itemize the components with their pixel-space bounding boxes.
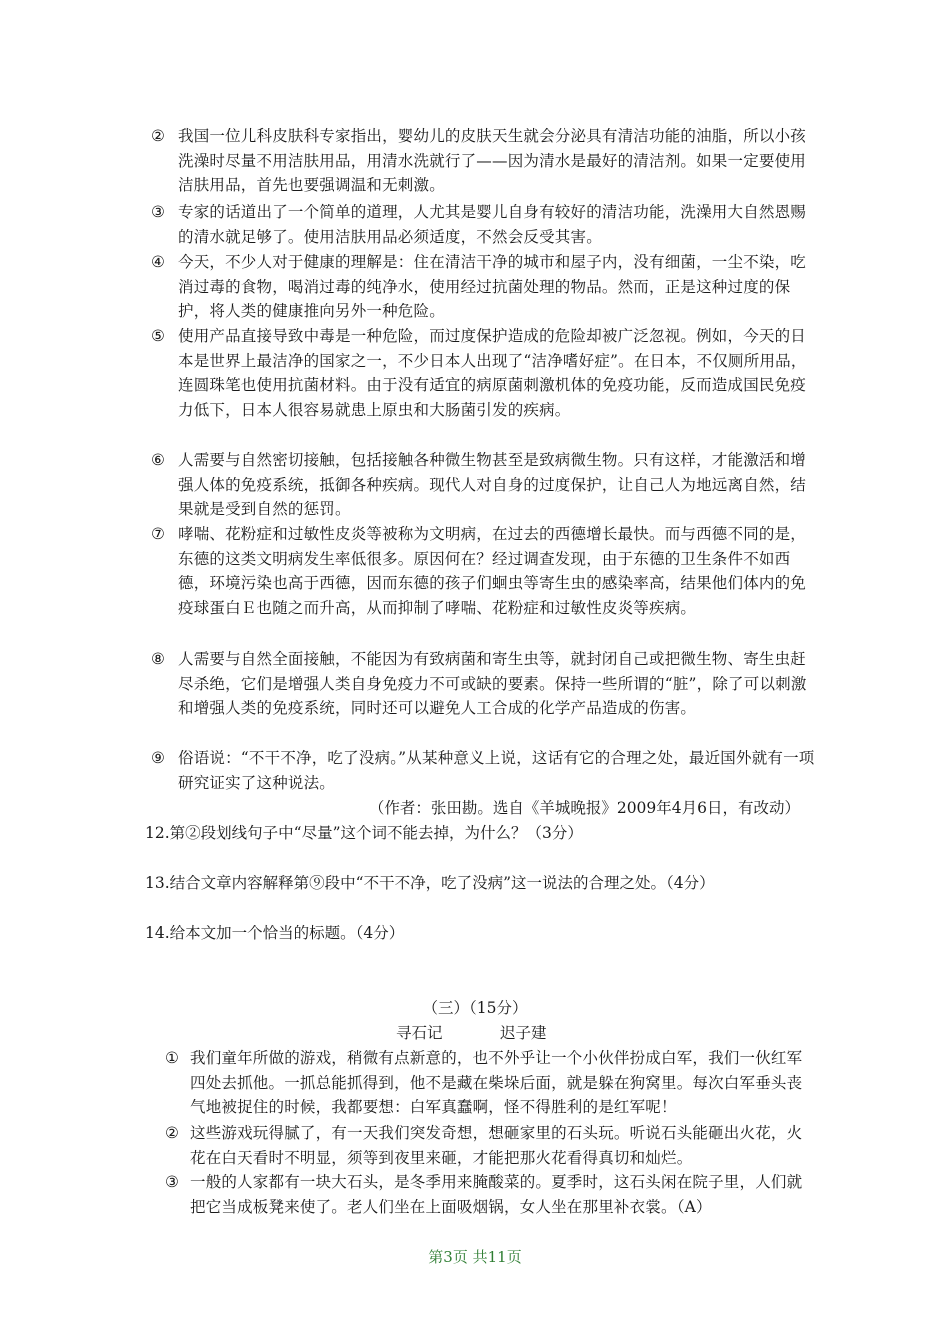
page-footer: 第3页 共11页 <box>428 1248 522 1266</box>
passage-title: 寻石记 <box>396 1024 443 1042</box>
question-14: 14.给本文加一个恰当的标题。（4分） <box>145 924 405 942</box>
article-paragraph-4 <box>150 250 818 324</box>
paragraph-number: ③ <box>164 1173 180 1191</box>
paragraph-text: 我们童年所做的游戏，稍微有点新意的，也不外乎让一个小伙伴扮成白军，我们一伙红军四处去抓他。一抓总能抓得到，他不是藏在柴垛后面，就是躲在狗窝里。每次白军垂头丧气地被捉住的时候，我都要想：白军真蠢啊，怪不得胜利的是红军呢！ <box>190 1049 803 1116</box>
paragraph-text: 哮喘、花粉症和过敏性皮炎等被称为文明病，在过去的西德增长最快。而与西德不同的是，东德的这类文明病发生率低很多。原因何在？经过调查发现，由于东德的卫生条件不如西德，环境污染也高于西德，因而东德的孩子们蛔虫等寄生虫的感染率高，结果他们体内的免疫球蛋白Ｅ也随之而升高，从而抑制了哮喘、花粉症和过敏性皮炎等疾病。 <box>178 525 807 617</box>
section-heading: （三）（15分） <box>422 999 528 1017</box>
paragraph-number: ① <box>164 1049 180 1067</box>
paragraph-text: 使用产品直接导致中毒是一种危险，而过度保护造成的危险却被广泛忽视。例如，今天的日本是世界上最洁净的国家之一，不少日本人出现了“洁净嗜好症”。在日本，不仅厕所用品，连圆珠笔也使用抗菌材料。由于没有适宜的病原菌刺激机体的免疫功能，反而造成国民免疫力低下，日本人很容易就患上原虫和大肠菌引发的疾病。 <box>178 327 807 419</box>
article-paragraph-9 <box>150 746 818 795</box>
article-paragraph-6 <box>150 448 818 522</box>
paragraph-number: ② <box>150 127 166 145</box>
paragraph-text: 专家的话道出了一个简单的道理，人尤其是婴儿自身有较好的清洁功能，洗澡用大自然恩赐的清水就足够了。使用洁肤用品必须适度，不然会反受其害。 <box>178 203 807 246</box>
article-paragraph-2 <box>150 124 818 198</box>
paragraph-number: ② <box>164 1124 180 1142</box>
article-source: （作者：张田勘。选自《羊城晚报》2009年4月6日，有改动） <box>368 799 800 817</box>
paragraph-number: ⑧ <box>150 650 166 668</box>
paragraph-number: ③ <box>150 203 166 221</box>
question-13: 13.结合文章内容解释第⑨段中“不干不净，吃了没病”这一说法的合理之处。（4分） <box>145 874 715 892</box>
passage-paragraph-2 <box>164 1121 810 1170</box>
paragraph-number: ⑥ <box>150 451 166 469</box>
paragraph-text: 人需要与自然全面接触，不能因为有致病菌和寄生虫等，就封闭自己或把微生物、寄生虫赶尽杀绝，它们是增强人类自身免疫力不可或缺的要素。保持一些所谓的“脏”，除了可以刺激和增强人类的免疫系统，同时还可以避免人工合成的化学产品造成的伤害。 <box>178 650 807 717</box>
question-12: 12.第②段划线句子中“尽量”这个词不能去掉，为什么？（3分） <box>145 824 583 842</box>
paragraph-text: 这些游戏玩得腻了，有一天我们突发奇想，想砸家里的石头玩。听说石头能砸出火花，火花在白天看时不明显，须等到夜里来砸，才能把那火花看得真切和灿烂。 <box>190 1124 803 1167</box>
paragraph-number: ⑦ <box>150 525 166 543</box>
paragraph-text: 人需要与自然密切接触，包括接触各种微生物甚至是致病微生物。只有这样，才能激活和增强人体的免疫系统，抵御各种疾病。现代人对自身的过度保护，让自己人为地远离自然，结果就是受到自然的惩罚。 <box>178 451 807 518</box>
paragraph-number: ④ <box>150 253 166 271</box>
article-paragraph-7 <box>150 522 818 620</box>
passage-paragraph-1 <box>164 1046 810 1120</box>
passage-author: 迟子建 <box>500 1024 547 1042</box>
article-paragraph-8 <box>150 647 818 721</box>
paragraph-number: ⑨ <box>150 749 166 767</box>
passage-paragraph-3 <box>164 1170 810 1219</box>
paragraph-number: ⑤ <box>150 327 166 345</box>
paragraph-text: 我国一位儿科皮肤科专家指出，婴幼儿的皮肤天生就会分泌具有清洁功能的油脂，所以小孩洗澡时尽量不用洁肤用品，用清水洗就行了——因为清水是最好的清洁剂。如果一定要使用洁肤用品，首先也要强调温和无刺激。 <box>178 127 807 194</box>
article-paragraph-5 <box>150 324 818 422</box>
paragraph-text: 一般的人家都有一块大石头，是冬季用来腌酸菜的。夏季时，这石头闲在院子里，人们就把它当成板凳来使了。老人们坐在上面吸烟锅，女人坐在那里补衣裳。（A） <box>190 1173 803 1216</box>
paragraph-text: 今天，不少人对于健康的理解是：住在清洁干净的城市和屋子内，没有细菌，一尘不染，吃消过毒的食物，喝消过毒的纯净水，使用经过抗菌处理的物品。然而，正是这种过度的保护，将人类的健康推向另外一种危险。 <box>178 253 807 320</box>
paragraph-text: 俗语说：“不干不净，吃了没病。”从某种意义上说，这话有它的合理之处，最近国外就有一项研究证实了这种说法。 <box>178 749 815 792</box>
article-paragraph-3 <box>150 200 818 249</box>
